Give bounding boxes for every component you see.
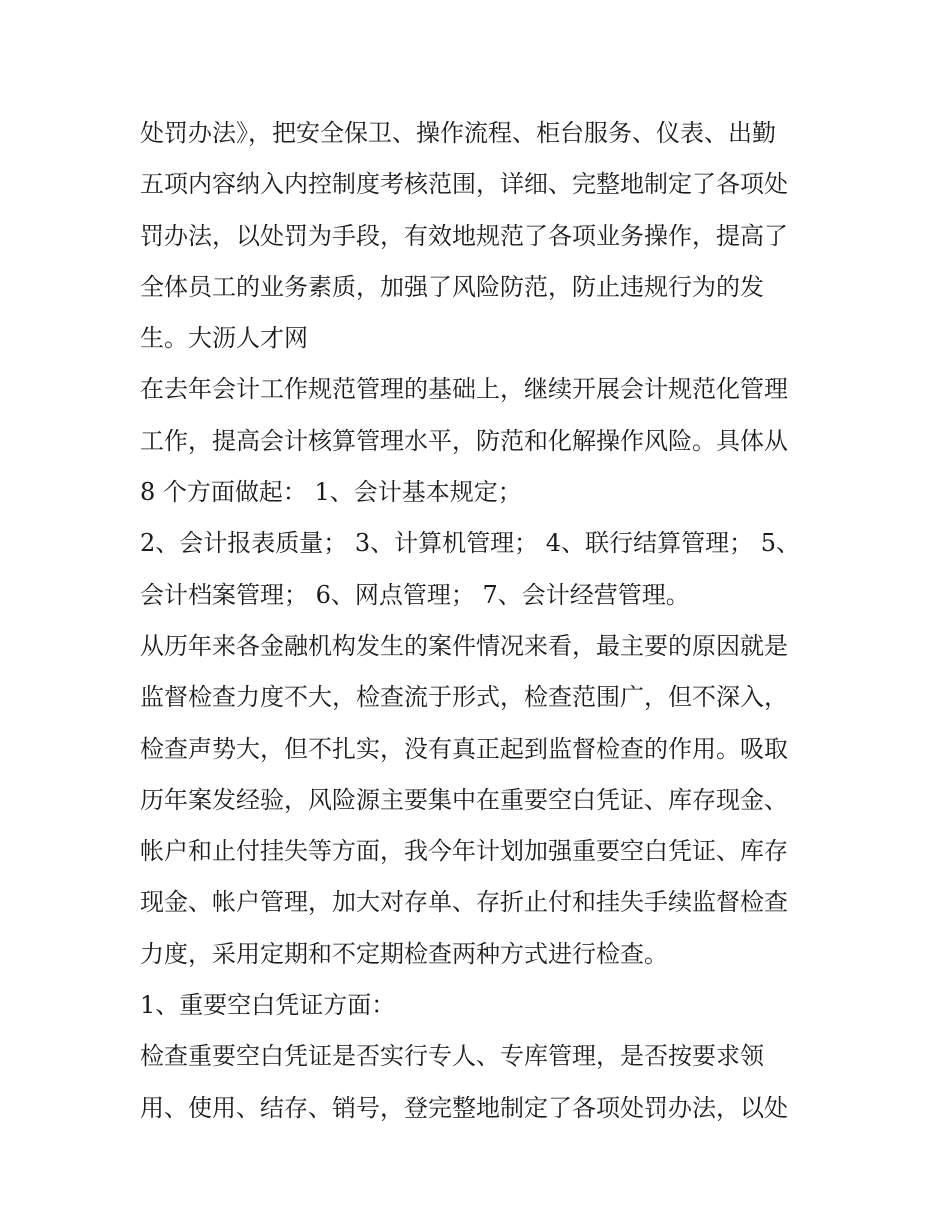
text-line: 全体员工的业务素质，加强了风险防范，防止违规行为的发 <box>140 272 764 301</box>
text-line: 工作，提高会计核算管理水平，防范和化解操作风险。具体从 <box>140 426 788 455</box>
text-line: 生。大沥人才网 <box>140 324 308 353</box>
text-line: 监督检查力度不大，检查流于形式，检查范围广，但不深入， <box>140 683 788 712</box>
text-line: 从历年来各金融机构发生的案件情况来看，最主要的原因就是 <box>140 631 788 660</box>
text-line: 帐户和止付挂失等方面，我今年计划加强重要空白凭证、库存 <box>140 837 788 866</box>
text-line: 五项内容纳入内控制度考核范围，详细、完整地制定了各项处 <box>140 170 788 199</box>
text-line: 检查重要空白凭证是否实行专人、专库管理，是否按要求领 <box>140 1042 764 1071</box>
text-line: 会计档案管理； 6、网点管理； 7、会计经营管理。 <box>140 580 690 609</box>
text-line: 1、重要空白凭证方面： <box>140 991 396 1020</box>
text-line: 处罚办法》，把安全保卫、操作流程、柜台服务、仪表、出勤 <box>140 119 776 147</box>
text-line: 罚办法，以处罚为手段，有效地规范了各项业务操作，提高了 <box>140 221 788 250</box>
text-line: 2、会计报表质量； 3、计算机管理； 4、联行结算管理； 5、 <box>140 529 800 558</box>
text-line: 力度，采用定期和不定期检查两种方式进行检查。 <box>140 939 668 968</box>
text-line: 现金、帐户管理，加大对存单、存折止付和挂失手续监督检查 <box>140 888 788 917</box>
text-line: 8 个方面做起： 1、会计基本规定； <box>140 478 522 507</box>
text-line: 用、使用、结存、销号，登完整地制定了各项处罚办法，以处 <box>140 1093 788 1122</box>
text-line: 历年案发经验，风险源主要集中在重要空白凭证、库存现金、 <box>140 785 788 814</box>
document-body <box>140 108 820 1134</box>
text-line: 在去年会计工作规范管理的基础上，继续开展会计规范化管理 <box>140 375 788 404</box>
text-line: 检查声势大，但不扎实，没有真正起到监督检查的作用。吸取 <box>140 734 788 763</box>
